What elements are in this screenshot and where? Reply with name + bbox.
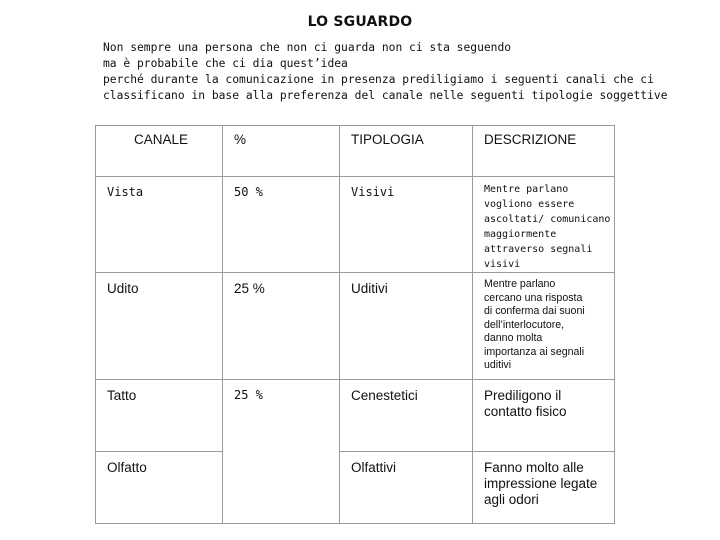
cell-descrizione: Mentre parlano cercano una risposta di conferma dai suoni dell’interlocutore, danno molta importanza ai segnali uditivi [473,273,615,380]
intro-line: ma è probabile che ci dia quest’idea [103,57,348,70]
cell-canale: Olfatto [96,452,223,524]
cell-tipologia: Olfattivi [340,452,473,524]
intro-line: classificano in base alla preferenza del canale nelle seguenti tipologie soggettive [103,89,668,102]
intro-paragraph [103,40,703,104]
cell-descrizione: Prediligono il contatto fisico [473,380,615,452]
cell-tipologia: Uditivi [340,273,473,380]
cell-canale: Vista [96,177,223,273]
table-row [96,380,615,452]
table-row [96,273,615,380]
cell-tipologia: Cenestetici [340,380,473,452]
cell-canale: Udito [96,273,223,380]
cell-descrizione: Mentre parlano vogliono essere ascoltati/ comunicano maggiormente attraverso segnali visivi [473,177,615,273]
intro-line: perché durante la comunicazione in presenza prediligiamo i seguenti canali che ci [103,73,654,86]
page-title: LO SGUARDO [307,14,413,30]
cell-descrizione: Fanno molto alle impressione legate agli odori [473,452,615,524]
cell-percent: 25 % [223,380,340,524]
header-tipologia: TIPOLOGIA [340,126,473,177]
cell-tipologia: Visivi [340,177,473,273]
header-canale: CANALE [96,126,223,177]
cell-percent: 25 % [223,273,340,380]
table-row [96,452,615,524]
intro-line: Non sempre una persona che non ci guarda non ci sta seguendo [103,41,512,54]
table-row [96,177,615,273]
header-descrizione: DESCRIZIONE [473,126,615,177]
table-header-row [96,126,615,177]
header-percent: % [223,126,340,177]
cell-canale: Tatto [96,380,223,452]
channels-table [95,125,615,524]
cell-percent: 50 % [223,177,340,273]
